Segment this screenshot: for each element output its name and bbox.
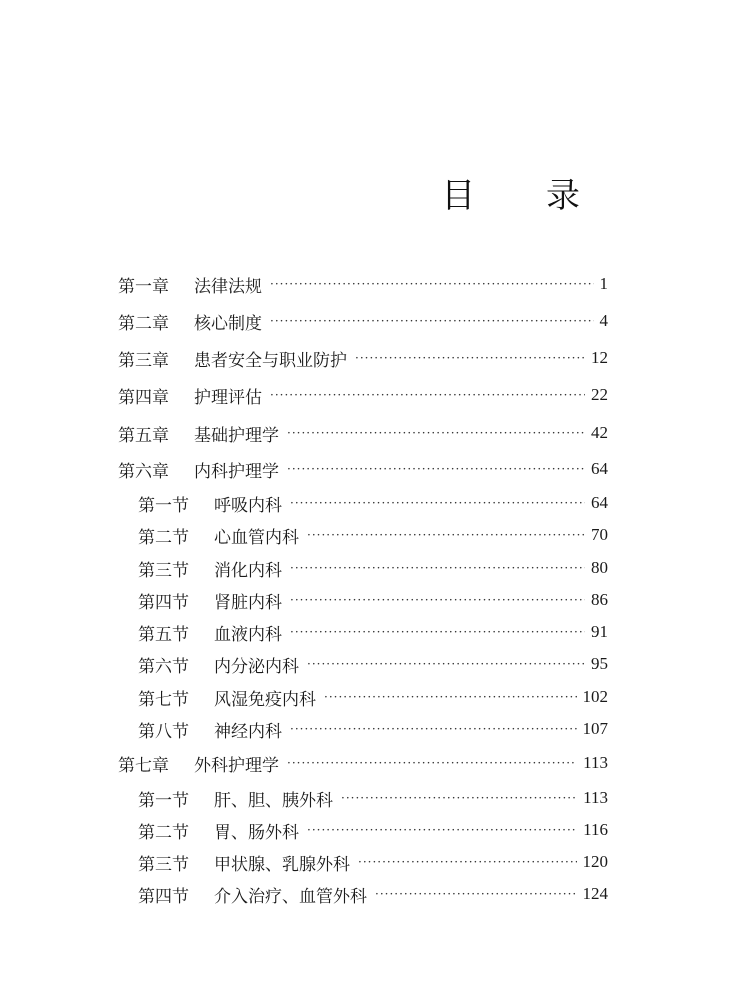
chapter-number: 第四章 <box>118 387 169 408</box>
section-title: 胃、肠外科 <box>214 822 299 843</box>
section-title: 甲状腺、乳腺外科 <box>214 854 350 875</box>
page-number: 42 <box>591 423 608 442</box>
page-number: 116 <box>583 820 608 839</box>
page-number: 1 <box>599 274 608 293</box>
chapter-number: 第七章 <box>118 755 169 776</box>
chapter-number: 第五章 <box>118 425 169 446</box>
section-number: 第一节 <box>138 790 189 811</box>
dot-leader <box>305 817 577 843</box>
toc-section-entry[interactable] <box>138 490 608 516</box>
dot-leader <box>305 522 585 548</box>
section-title: 消化内科 <box>214 560 282 581</box>
toc-chapter-entry[interactable] <box>118 420 608 446</box>
toc-section-entry[interactable] <box>138 881 608 907</box>
dot-leader <box>288 490 585 516</box>
dot-leader <box>322 684 577 710</box>
section-title: 心血管内科 <box>214 527 299 548</box>
section-number: 第三节 <box>138 854 189 875</box>
dot-leader <box>288 619 585 645</box>
dot-leader <box>285 456 585 482</box>
toc-section-entry[interactable] <box>138 785 608 811</box>
page-number: 70 <box>591 525 608 544</box>
toc-chapter-entry[interactable] <box>118 750 608 776</box>
page-number: 113 <box>583 753 608 772</box>
toc-chapter-entry[interactable] <box>118 308 608 334</box>
toc-section-entry[interactable] <box>138 587 608 613</box>
section-number: 第四节 <box>138 886 189 907</box>
chapter-title: 外科护理学 <box>194 755 279 776</box>
chapter-title: 内科护理学 <box>194 461 279 482</box>
toc-section-entry[interactable] <box>138 716 608 742</box>
section-title: 神经内科 <box>214 721 282 742</box>
page-number: 64 <box>591 493 608 512</box>
page-number: 102 <box>582 687 608 706</box>
toc-section-entry[interactable] <box>138 684 608 710</box>
dot-leader <box>356 849 577 875</box>
dot-leader <box>373 881 577 907</box>
toc-section-entry[interactable] <box>138 849 608 875</box>
section-number: 第七节 <box>138 689 189 710</box>
section-title: 风湿免疫内科 <box>214 689 316 710</box>
dot-leader <box>268 382 585 408</box>
page-number: 113 <box>583 788 608 807</box>
section-title: 介入治疗、血管外科 <box>214 886 367 907</box>
chapter-number: 第二章 <box>118 313 169 334</box>
section-number: 第二节 <box>138 527 189 548</box>
section-number: 第八节 <box>138 721 189 742</box>
page-number: 95 <box>591 654 608 673</box>
page-number: 124 <box>582 884 608 903</box>
toc-section-entry[interactable] <box>138 555 608 581</box>
chapter-title: 护理评估 <box>194 387 262 408</box>
chapter-title: 核心制度 <box>194 313 262 334</box>
dot-leader <box>339 785 577 811</box>
toc-chapter-entry[interactable] <box>118 271 608 297</box>
chapter-title: 法律法规 <box>194 276 262 297</box>
section-number: 第二节 <box>138 822 189 843</box>
section-title: 内分泌内科 <box>214 656 299 677</box>
dot-leader <box>288 716 577 742</box>
section-number: 第一节 <box>138 495 189 516</box>
section-number: 第六节 <box>138 656 189 677</box>
page-number: 4 <box>599 311 608 330</box>
dot-leader <box>305 651 585 677</box>
chapter-number: 第六章 <box>118 461 169 482</box>
toc-chapter-entry[interactable] <box>118 456 608 482</box>
section-title: 血液内科 <box>214 624 282 645</box>
dot-leader <box>268 271 594 297</box>
toc-chapter-entry[interactable] <box>118 345 608 371</box>
chapter-title: 患者安全与职业防护 <box>194 350 347 371</box>
section-number: 第五节 <box>138 624 189 645</box>
toc-section-entry[interactable] <box>138 619 608 645</box>
dot-leader <box>353 345 585 371</box>
page-number: 91 <box>591 622 608 641</box>
page-number: 12 <box>591 348 608 367</box>
toc-section-entry[interactable] <box>138 817 608 843</box>
page-number: 64 <box>591 459 608 478</box>
page-number: 107 <box>582 719 608 738</box>
dot-leader <box>288 555 585 581</box>
page-number: 120 <box>582 852 608 871</box>
page-number: 80 <box>591 558 608 577</box>
section-title: 肝、胆、胰外科 <box>214 790 333 811</box>
toc-section-entry[interactable] <box>138 651 608 677</box>
toc-chapter-entry[interactable] <box>118 382 608 408</box>
page-title: 目 录 <box>441 176 610 216</box>
section-number: 第四节 <box>138 592 189 613</box>
toc-section-entry[interactable] <box>138 522 608 548</box>
page-number: 22 <box>591 385 608 404</box>
chapter-number: 第一章 <box>118 276 169 297</box>
page-number: 86 <box>591 590 608 609</box>
chapter-number: 第三章 <box>118 350 169 371</box>
section-number: 第三节 <box>138 560 189 581</box>
dot-leader <box>288 587 585 613</box>
section-title: 呼吸内科 <box>214 495 282 516</box>
dot-leader <box>268 308 594 334</box>
dot-leader <box>285 750 577 776</box>
section-title: 肾脏内科 <box>214 592 282 613</box>
chapter-title: 基础护理学 <box>194 425 279 446</box>
dot-leader <box>285 420 585 446</box>
